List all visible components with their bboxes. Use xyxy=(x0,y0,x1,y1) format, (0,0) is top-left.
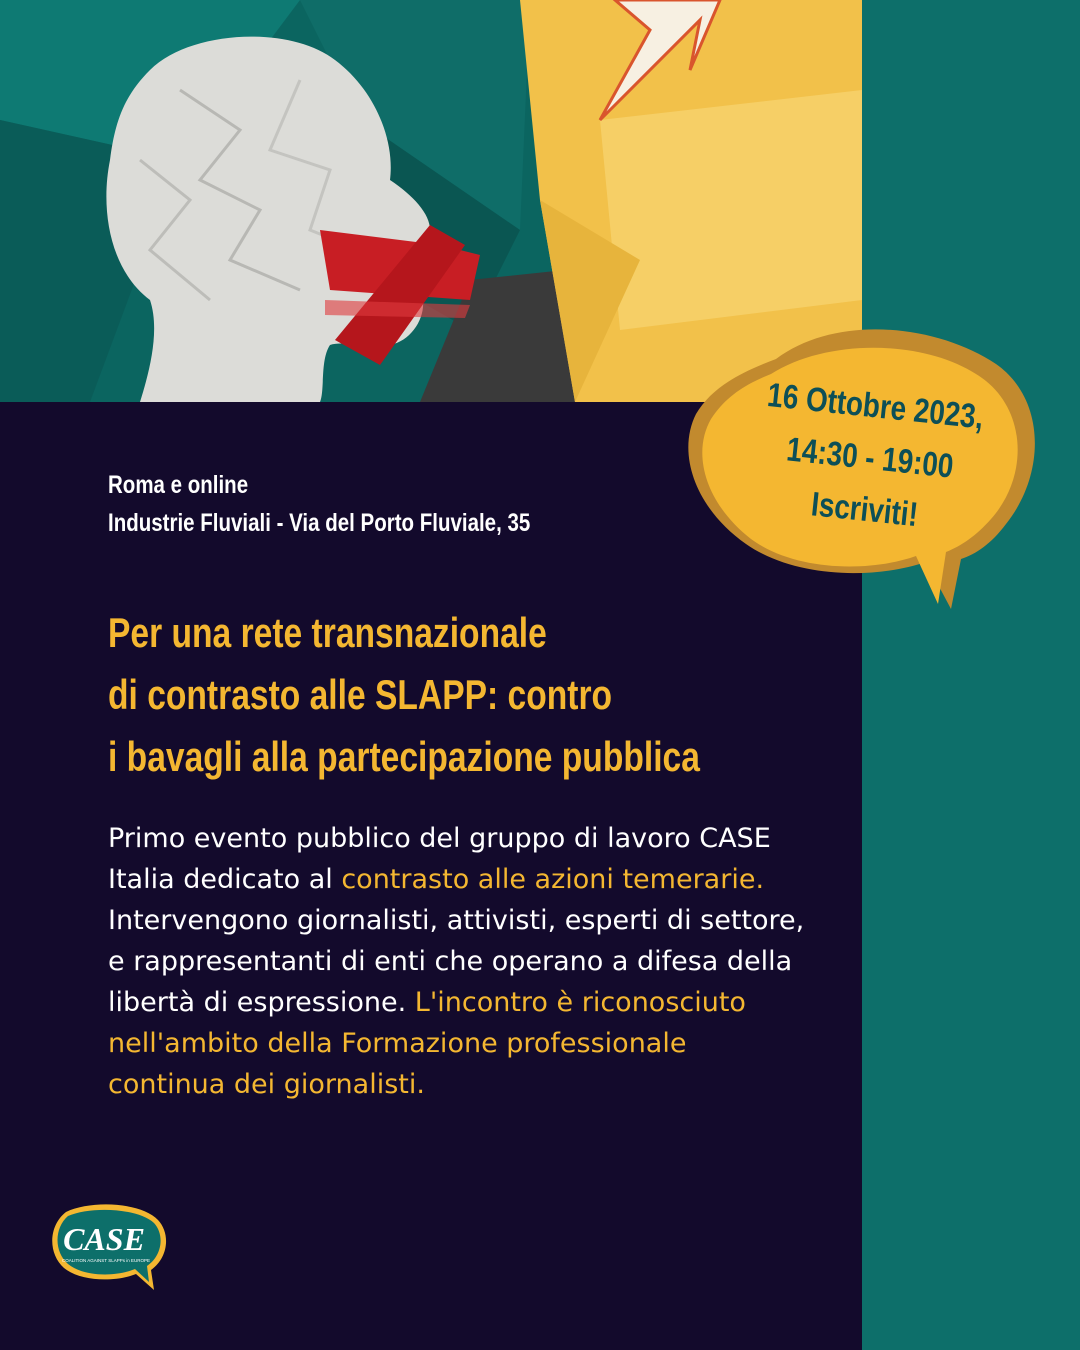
location-city: Roma e online xyxy=(108,471,249,499)
event-location xyxy=(108,466,530,542)
description-highlight-2: L'incontro è riconosciuto nell'ambito della Formazione professionale continua dei giornalisti. xyxy=(108,987,746,1100)
description-highlight-1: contrasto alle azioni temerarie. xyxy=(341,864,765,895)
event-time: 14:30 - 19:00 xyxy=(784,430,956,486)
case-logo xyxy=(46,1198,170,1294)
title-line-3: i bavagli alla partecipazione pubblica xyxy=(108,733,700,780)
register-link[interactable]: Iscriviti! xyxy=(809,485,920,535)
event-date-time xyxy=(740,368,1001,549)
title-line-2: di contrasto alle SLAPP: contro xyxy=(108,671,613,718)
event-description xyxy=(108,818,808,1105)
description-part-1: Primo evento pubblico del gruppo di lavoro CASE Italia dedicato al xyxy=(108,823,771,895)
event-title xyxy=(108,602,700,788)
location-address: Industrie Fluviali - Via del Porto Fluviale, 35 xyxy=(108,509,531,537)
title-line-1: Per una rete transnazionale xyxy=(108,609,547,656)
logo-wordmark: CASE xyxy=(63,1221,145,1257)
logo-tagline: COALITION AGAINST SLAPPs in EUROPE xyxy=(62,1258,150,1263)
description-part-2: Intervengono giornalisti, attivisti, esperti di settore, e rappresentanti di enti che operano a difesa della libertà di espressione. xyxy=(108,905,805,1018)
event-date: 16 Ottobre 2023, xyxy=(765,376,986,437)
